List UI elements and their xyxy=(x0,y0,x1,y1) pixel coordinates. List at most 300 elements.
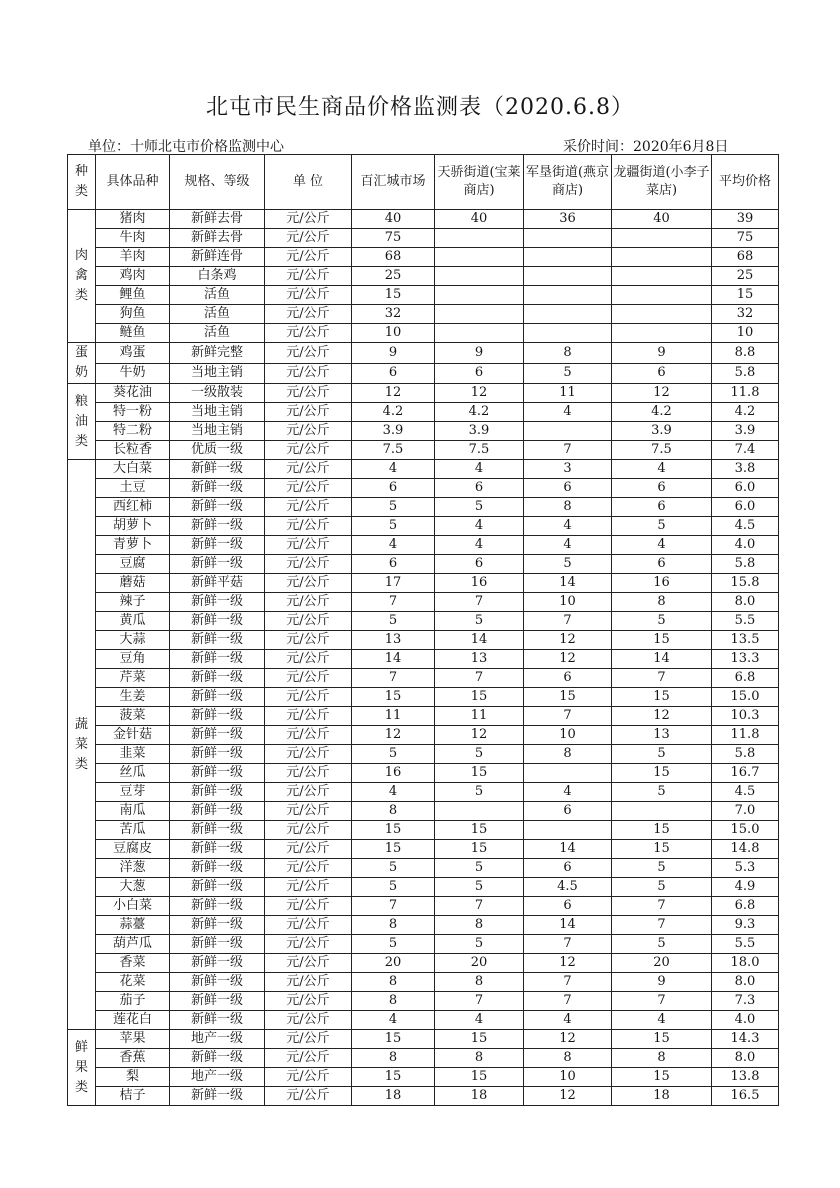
spec: 新鲜一级 xyxy=(170,897,265,916)
price-table xyxy=(67,154,779,1106)
average-price: 7.0 xyxy=(712,802,779,821)
unit: 元/公斤 xyxy=(265,286,352,305)
price-tianjiao: 11 xyxy=(435,707,524,726)
price-longjiang xyxy=(612,248,712,267)
item-name: 猪肉 xyxy=(96,210,170,229)
price-tianjiao: 6 xyxy=(435,479,524,498)
header-average-price: 平均价格 xyxy=(712,155,779,210)
table-row xyxy=(68,992,779,1011)
price-baihuicheng: 5 xyxy=(352,745,435,764)
spec: 新鲜一级 xyxy=(170,935,265,954)
price-junken: 14 xyxy=(524,916,612,935)
price-baihuicheng: 15 xyxy=(352,821,435,840)
header-item: 具体品种 xyxy=(96,155,170,210)
price-tianjiao: 15 xyxy=(435,764,524,783)
price-longjiang: 15 xyxy=(612,688,712,707)
price-junken: 7 xyxy=(524,973,612,992)
price-junken: 6 xyxy=(524,669,612,688)
price-longjiang: 4 xyxy=(612,460,712,479)
item-name: 豆角 xyxy=(96,650,170,669)
unit: 元/公斤 xyxy=(265,992,352,1011)
table-row xyxy=(68,1087,779,1106)
unit: 元/公斤 xyxy=(265,305,352,324)
price-tianjiao: 8 xyxy=(435,916,524,935)
item-name: 蘑菇 xyxy=(96,574,170,593)
item-name: 小白菜 xyxy=(96,897,170,916)
category-cell: 肉禽类 xyxy=(68,210,96,343)
average-price: 8.0 xyxy=(712,973,779,992)
unit: 元/公斤 xyxy=(265,745,352,764)
table-row xyxy=(68,286,779,305)
price-longjiang: 7.5 xyxy=(612,441,712,460)
price-baihuicheng: 15 xyxy=(352,688,435,707)
unit: 元/公斤 xyxy=(265,821,352,840)
average-price: 11.8 xyxy=(712,726,779,745)
item-name: 辣子 xyxy=(96,593,170,612)
price-tianjiao: 7 xyxy=(435,992,524,1011)
average-price: 15 xyxy=(712,286,779,305)
table-row xyxy=(68,764,779,783)
page-title: 北屯市民生商品价格监测表（2020.6.8） xyxy=(206,95,634,120)
price-junken: 12 xyxy=(524,1087,612,1106)
unit: 元/公斤 xyxy=(265,403,352,422)
spec: 活鱼 xyxy=(170,324,265,343)
table-row xyxy=(68,650,779,669)
unit: 元/公斤 xyxy=(265,479,352,498)
price-baihuicheng: 4 xyxy=(352,460,435,479)
spec: 新鲜一级 xyxy=(170,992,265,1011)
table-row xyxy=(68,612,779,631)
table-row xyxy=(68,1068,779,1087)
price-longjiang: 15 xyxy=(612,821,712,840)
price-baihuicheng: 8 xyxy=(352,916,435,935)
item-name: 花菜 xyxy=(96,973,170,992)
item-name: 洋葱 xyxy=(96,859,170,878)
average-price: 14.8 xyxy=(712,840,779,859)
price-tianjiao xyxy=(435,267,524,286)
average-price: 9.3 xyxy=(712,916,779,935)
price-longjiang: 6 xyxy=(612,479,712,498)
average-price: 15.0 xyxy=(712,821,779,840)
spec: 新鲜一级 xyxy=(170,669,265,688)
item-name: 葫芦瓜 xyxy=(96,935,170,954)
average-price: 8.8 xyxy=(712,343,779,364)
price-tianjiao: 6 xyxy=(435,555,524,574)
price-junken: 11 xyxy=(524,384,612,403)
table-row xyxy=(68,783,779,802)
price-tianjiao: 5 xyxy=(435,498,524,517)
spec: 地产一级 xyxy=(170,1030,265,1049)
price-junken: 4 xyxy=(524,783,612,802)
item-name: 生姜 xyxy=(96,688,170,707)
unit: 元/公斤 xyxy=(265,229,352,248)
unit: 元/公斤 xyxy=(265,555,352,574)
average-price: 68 xyxy=(712,248,779,267)
unit: 元/公斤 xyxy=(265,210,352,229)
item-name: 特一粉 xyxy=(96,403,170,422)
average-price: 4.5 xyxy=(712,783,779,802)
unit: 元/公斤 xyxy=(265,536,352,555)
price-baihuicheng: 15 xyxy=(352,1030,435,1049)
item-name: 菠菜 xyxy=(96,707,170,726)
price-longjiang: 5 xyxy=(612,878,712,897)
spec: 新鲜一级 xyxy=(170,783,265,802)
item-name: 苹果 xyxy=(96,1030,170,1049)
price-junken: 6 xyxy=(524,859,612,878)
average-price: 5.8 xyxy=(712,745,779,764)
average-price: 4.0 xyxy=(712,536,779,555)
average-price: 18.0 xyxy=(712,954,779,973)
table-row xyxy=(68,384,779,403)
price-baihuicheng: 25 xyxy=(352,267,435,286)
unit: 元/公斤 xyxy=(265,1068,352,1087)
price-tianjiao xyxy=(435,248,524,267)
price-tianjiao: 14 xyxy=(435,631,524,650)
unit: 元/公斤 xyxy=(265,878,352,897)
price-junken: 4.5 xyxy=(524,878,612,897)
price-tianjiao: 40 xyxy=(435,210,524,229)
price-tianjiao: 15 xyxy=(435,688,524,707)
price-baihuicheng: 9 xyxy=(352,343,435,364)
unit: 元/公斤 xyxy=(265,916,352,935)
unit: 元/公斤 xyxy=(265,422,352,441)
price-junken xyxy=(524,422,612,441)
item-name: 鸡蛋 xyxy=(96,343,170,364)
table-row xyxy=(68,460,779,479)
unit: 元/公斤 xyxy=(265,343,352,364)
item-name: 茄子 xyxy=(96,992,170,1011)
price-baihuicheng: 12 xyxy=(352,726,435,745)
price-baihuicheng: 12 xyxy=(352,384,435,403)
spec: 新鲜一级 xyxy=(170,612,265,631)
average-price: 75 xyxy=(712,229,779,248)
price-junken: 7 xyxy=(524,612,612,631)
price-junken: 5 xyxy=(524,555,612,574)
item-name: 葵花油 xyxy=(96,384,170,403)
table-row xyxy=(68,267,779,286)
table-row xyxy=(68,726,779,745)
header-market-tianjiao: 天骄街道(宝莱商店) xyxy=(435,155,524,210)
price-longjiang: 8 xyxy=(612,593,712,612)
price-longjiang xyxy=(612,229,712,248)
item-name: 丝瓜 xyxy=(96,764,170,783)
price-baihuicheng: 14 xyxy=(352,650,435,669)
price-longjiang: 40 xyxy=(612,210,712,229)
price-junken: 14 xyxy=(524,574,612,593)
spec: 新鲜一级 xyxy=(170,821,265,840)
unit: 元/公斤 xyxy=(265,802,352,821)
price-junken: 12 xyxy=(524,650,612,669)
price-tianjiao: 4.2 xyxy=(435,403,524,422)
table-row xyxy=(68,574,779,593)
category-cell: 粮油类 xyxy=(68,384,96,460)
price-junken: 12 xyxy=(524,954,612,973)
item-name: 长粒香 xyxy=(96,441,170,460)
average-price: 11.8 xyxy=(712,384,779,403)
average-price: 25 xyxy=(712,267,779,286)
price-baihuicheng: 4 xyxy=(352,536,435,555)
spec: 新鲜一级 xyxy=(170,878,265,897)
unit: 元/公斤 xyxy=(265,441,352,460)
price-baihuicheng: 5 xyxy=(352,498,435,517)
table-row xyxy=(68,248,779,267)
average-price: 10 xyxy=(712,324,779,343)
price-baihuicheng: 8 xyxy=(352,1049,435,1068)
unit: 元/公斤 xyxy=(265,1011,352,1030)
price-baihuicheng: 8 xyxy=(352,802,435,821)
spec: 活鱼 xyxy=(170,305,265,324)
price-longjiang: 14 xyxy=(612,650,712,669)
price-junken: 7 xyxy=(524,992,612,1011)
unit: 元/公斤 xyxy=(265,363,352,384)
price-baihuicheng: 75 xyxy=(352,229,435,248)
spec: 新鲜一级 xyxy=(170,536,265,555)
price-longjiang: 9 xyxy=(612,343,712,364)
unit: 元/公斤 xyxy=(265,498,352,517)
spec: 新鲜完整 xyxy=(170,343,265,364)
price-longjiang: 8 xyxy=(612,1049,712,1068)
price-tianjiao xyxy=(435,286,524,305)
spec: 新鲜去骨 xyxy=(170,229,265,248)
price-junken: 8 xyxy=(524,745,612,764)
price-junken: 14 xyxy=(524,840,612,859)
price-baihuicheng: 5 xyxy=(352,859,435,878)
price-junken: 10 xyxy=(524,1068,612,1087)
table-row xyxy=(68,441,779,460)
price-longjiang: 9 xyxy=(612,973,712,992)
table-row xyxy=(68,403,779,422)
header-category: 种类 xyxy=(68,155,96,210)
price-junken: 12 xyxy=(524,631,612,650)
header-market-junken: 军垦街道(燕京商店) xyxy=(524,155,612,210)
unit-label: 单位：十师北屯市价格监测中心 xyxy=(88,139,284,155)
average-price: 6.0 xyxy=(712,498,779,517)
price-junken: 5 xyxy=(524,363,612,384)
price-longjiang: 20 xyxy=(612,954,712,973)
price-junken xyxy=(524,764,612,783)
price-longjiang: 6 xyxy=(612,555,712,574)
table-row xyxy=(68,210,779,229)
price-tianjiao xyxy=(435,802,524,821)
spec: 新鲜一级 xyxy=(170,1087,265,1106)
spec: 新鲜一级 xyxy=(170,631,265,650)
price-baihuicheng: 10 xyxy=(352,324,435,343)
price-longjiang: 7 xyxy=(612,669,712,688)
item-name: 大白菜 xyxy=(96,460,170,479)
table-row xyxy=(68,1049,779,1068)
price-junken: 8 xyxy=(524,343,612,364)
price-tianjiao: 12 xyxy=(435,726,524,745)
average-price: 6.0 xyxy=(712,479,779,498)
average-price: 16.7 xyxy=(712,764,779,783)
average-price: 4.2 xyxy=(712,403,779,422)
item-name: 特二粉 xyxy=(96,422,170,441)
price-junken: 6 xyxy=(524,479,612,498)
table-row xyxy=(68,229,779,248)
price-tianjiao: 16 xyxy=(435,574,524,593)
spec: 新鲜一级 xyxy=(170,650,265,669)
price-tianjiao: 15 xyxy=(435,821,524,840)
spec: 新鲜一级 xyxy=(170,764,265,783)
spec: 新鲜连骨 xyxy=(170,248,265,267)
average-price: 10.3 xyxy=(712,707,779,726)
price-junken: 4 xyxy=(524,1011,612,1030)
unit: 元/公斤 xyxy=(265,783,352,802)
item-name: 大葱 xyxy=(96,878,170,897)
spec: 地产一级 xyxy=(170,1068,265,1087)
average-price: 5.3 xyxy=(712,859,779,878)
item-name: 蒜薹 xyxy=(96,916,170,935)
unit: 元/公斤 xyxy=(265,248,352,267)
price-baihuicheng: 3.9 xyxy=(352,422,435,441)
table-row xyxy=(68,422,779,441)
price-baihuicheng: 5 xyxy=(352,935,435,954)
unit: 元/公斤 xyxy=(265,688,352,707)
price-junken xyxy=(524,229,612,248)
price-junken: 4 xyxy=(524,517,612,536)
price-longjiang: 6 xyxy=(612,363,712,384)
table-row xyxy=(68,631,779,650)
price-junken xyxy=(524,267,612,286)
spec: 新鲜一级 xyxy=(170,859,265,878)
unit: 元/公斤 xyxy=(265,954,352,973)
category-cell: 蔬菜类 xyxy=(68,460,96,1030)
price-tianjiao: 18 xyxy=(435,1087,524,1106)
spec: 当地主销 xyxy=(170,422,265,441)
price-longjiang: 15 xyxy=(612,1068,712,1087)
header-market-longjiang: 龙疆街道(小李子菜店) xyxy=(612,155,712,210)
price-tianjiao: 8 xyxy=(435,973,524,992)
spec: 新鲜一级 xyxy=(170,707,265,726)
unit: 元/公斤 xyxy=(265,324,352,343)
spec: 新鲜一级 xyxy=(170,479,265,498)
price-longjiang: 12 xyxy=(612,707,712,726)
price-tianjiao: 3.9 xyxy=(435,422,524,441)
average-price: 7.3 xyxy=(712,992,779,1011)
price-baihuicheng: 5 xyxy=(352,517,435,536)
header-spec: 规格、等级 xyxy=(170,155,265,210)
price-baihuicheng: 40 xyxy=(352,210,435,229)
price-longjiang: 7 xyxy=(612,916,712,935)
price-junken: 10 xyxy=(524,726,612,745)
table-row xyxy=(68,745,779,764)
item-name: 芹菜 xyxy=(96,669,170,688)
unit: 元/公斤 xyxy=(265,650,352,669)
price-baihuicheng: 32 xyxy=(352,305,435,324)
price-longjiang: 7 xyxy=(612,897,712,916)
price-tianjiao: 4 xyxy=(435,536,524,555)
collect-time: 采价时间：2020年6月8日 xyxy=(563,139,729,155)
price-baihuicheng: 17 xyxy=(352,574,435,593)
average-price: 32 xyxy=(712,305,779,324)
price-longjiang: 15 xyxy=(612,631,712,650)
price-baihuicheng: 11 xyxy=(352,707,435,726)
header-market-baihuicheng: 百汇城市场 xyxy=(352,155,435,210)
average-price: 4.0 xyxy=(712,1011,779,1030)
price-baihuicheng: 7 xyxy=(352,669,435,688)
item-name: 狗鱼 xyxy=(96,305,170,324)
price-tianjiao: 5 xyxy=(435,878,524,897)
price-tianjiao: 8 xyxy=(435,1049,524,1068)
price-junken: 36 xyxy=(524,210,612,229)
table-row xyxy=(68,363,779,384)
price-tianjiao: 5 xyxy=(435,783,524,802)
table-row xyxy=(68,324,779,343)
table-row xyxy=(68,593,779,612)
unit: 元/公斤 xyxy=(265,517,352,536)
price-tianjiao: 7 xyxy=(435,593,524,612)
unit: 元/公斤 xyxy=(265,707,352,726)
item-name: 苦瓜 xyxy=(96,821,170,840)
table-row xyxy=(68,479,779,498)
item-name: 牛肉 xyxy=(96,229,170,248)
average-price: 15.0 xyxy=(712,688,779,707)
price-tianjiao xyxy=(435,229,524,248)
spec: 优质一级 xyxy=(170,441,265,460)
item-name: 鸡肉 xyxy=(96,267,170,286)
price-junken: 4 xyxy=(524,403,612,422)
price-tianjiao: 5 xyxy=(435,745,524,764)
unit: 元/公斤 xyxy=(265,1030,352,1049)
item-name: 土豆 xyxy=(96,479,170,498)
price-junken: 7 xyxy=(524,441,612,460)
average-price: 13.3 xyxy=(712,650,779,669)
average-price: 16.5 xyxy=(712,1087,779,1106)
price-longjiang: 16 xyxy=(612,574,712,593)
price-baihuicheng: 6 xyxy=(352,363,435,384)
table-row xyxy=(68,859,779,878)
spec: 当地主销 xyxy=(170,403,265,422)
item-name: 胡萝卜 xyxy=(96,517,170,536)
table-row xyxy=(68,935,779,954)
average-price: 13.8 xyxy=(712,1068,779,1087)
average-price: 5.8 xyxy=(712,555,779,574)
table-row xyxy=(68,840,779,859)
average-price: 4.9 xyxy=(712,878,779,897)
price-baihuicheng: 6 xyxy=(352,555,435,574)
price-longjiang: 7 xyxy=(612,992,712,1011)
average-price: 4.5 xyxy=(712,517,779,536)
spec: 新鲜一级 xyxy=(170,460,265,479)
header-unit: 单 位 xyxy=(265,155,352,210)
average-price: 15.8 xyxy=(712,574,779,593)
average-price: 13.5 xyxy=(712,631,779,650)
spec: 新鲜一级 xyxy=(170,1049,265,1068)
price-tianjiao: 13 xyxy=(435,650,524,669)
price-junken: 8 xyxy=(524,1049,612,1068)
item-name: 羊肉 xyxy=(96,248,170,267)
item-name: 豆腐 xyxy=(96,555,170,574)
price-longjiang: 3.9 xyxy=(612,422,712,441)
unit: 元/公斤 xyxy=(265,631,352,650)
price-baihuicheng: 4 xyxy=(352,783,435,802)
average-price: 6.8 xyxy=(712,897,779,916)
price-longjiang: 15 xyxy=(612,764,712,783)
price-longjiang xyxy=(612,286,712,305)
table-row xyxy=(68,802,779,821)
item-name: 鲤鱼 xyxy=(96,286,170,305)
average-price: 14.3 xyxy=(712,1030,779,1049)
table-row xyxy=(68,954,779,973)
category-cell: 蛋奶 xyxy=(68,343,96,384)
unit: 元/公斤 xyxy=(265,764,352,783)
spec: 新鲜一级 xyxy=(170,1011,265,1030)
spec: 活鱼 xyxy=(170,286,265,305)
item-name: 莲花白 xyxy=(96,1011,170,1030)
unit: 元/公斤 xyxy=(265,612,352,631)
price-junken xyxy=(524,248,612,267)
price-tianjiao: 4 xyxy=(435,460,524,479)
